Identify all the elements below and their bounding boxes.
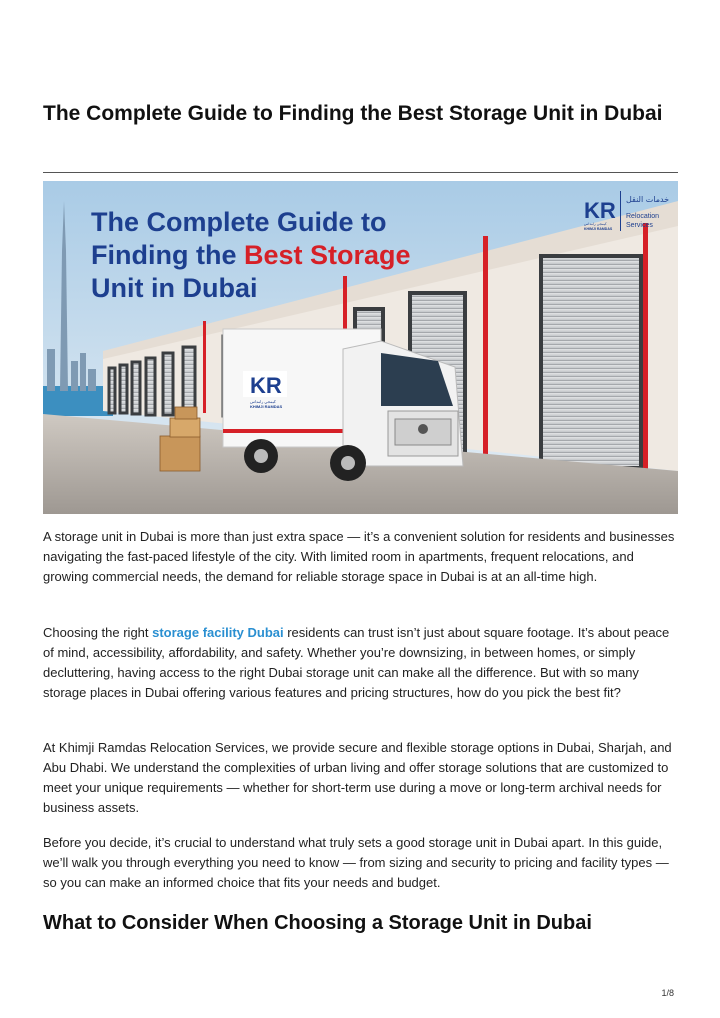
paragraph-choosing-start: Choosing the right [43,625,153,640]
logo-arabic: خدمات النقل [626,195,670,204]
hero-headline-line2-a: Finding the [91,240,244,270]
truck-brand-arabic: كيمجي رامداس [250,399,276,404]
logo-brand-arabic: كيمجي رامداس [584,222,607,226]
hero-headline-highlight: Best Storage [243,240,411,270]
storage-facility-link[interactable]: storage facility Dubai [152,625,284,640]
logo-service-line2: Services [626,222,653,229]
logo-service-line1: Relocation [626,213,660,220]
logo-text: KR [584,198,616,223]
hero-headline-line3: Unit in Dubai [91,273,258,303]
hero-headline-line1: The Complete Guide to [91,207,387,237]
page-number: 1/8 [661,988,674,998]
paragraph-choosing-end: residents can trust isn’t just about square footage. It’s about peace of mind, accessibility, affordability, and safety. Whether you’re downsizing, in between homes, or simply decluttering, having access to the right Dubai storage unit can make all the difference. But with so many storage places in Dubai offering various features and pricing structures, how do you pick the best fit? [43,625,670,700]
page-title: The Complete Guide to Finding the Best Storage Unit in Dubai [43,102,663,125]
section-heading: What to Consider When Choosing a Storage Unit in Dubai [43,912,592,934]
paragraph-choosing [43,623,678,703]
truck-logo: KR [250,373,282,398]
paragraph-before-decide: Before you decide, it’s crucial to understand what truly sets a good storage unit in Dubai apart. In this guide, we’ll walk you through everything you need to know — from sizing and security to pricing and facility types — so you can make an informed choice that fits your needs and budget. [43,835,669,890]
hero-headline-line2 [91,240,411,270]
paragraph-intro: A storage unit in Dubai is more than just extra space — it’s a convenient solution for residents and businesses navigating the fast-paced lifestyle of the city. With limited room in apartments, frequent relocations, and growing commercial needs, the demand for reliable storage space in Dubai is at an all-time high. [43,529,675,584]
title-divider [43,172,678,173]
logo-brand: KHIMJI RAMDAS [584,227,613,231]
paragraph-about-khimji: At Khimji Ramdas Relocation Services, we provide secure and flexible storage options in Dubai, Sharjah, and Abu Dhabi. We understand the complexities of urban living and offer storage solutions that are customized to meet your unique requirements — whether for short-term use during a move or long-term archival needs for business assets. [43,740,672,815]
truck-brand: KHIMJI RAMDAS [250,404,283,409]
hero-image [43,181,678,514]
